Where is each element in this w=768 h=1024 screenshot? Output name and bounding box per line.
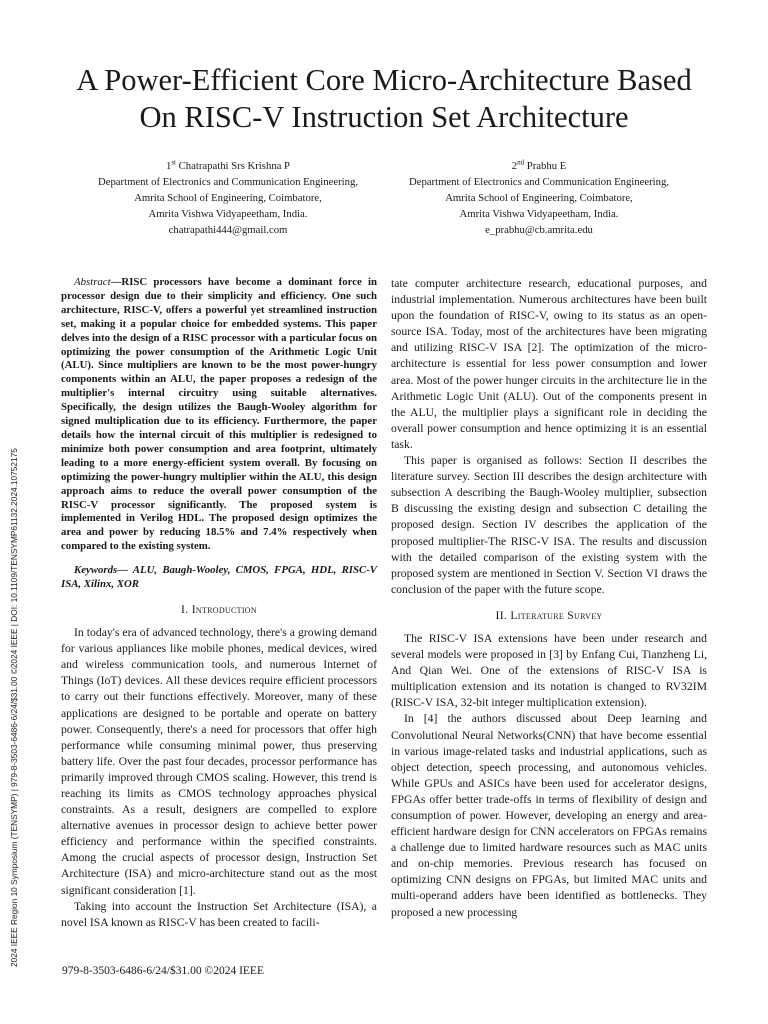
paragraph: The RISC-V ISA extensions have been under research and several models were proposed in [3] by Enfang Cui, Tianzheng Li, And Qian Wei. One of the extensions of RISC-V ISA is multiplication extension and its notation is changed to RV32IM (RISC-V ISA, 32-bit integer multiplication extension). [391, 631, 707, 710]
author-university: Amrita Vishwa Vidyapeetham, India. [459, 208, 619, 220]
author-department: Department of Electronics and Communication Engineering, [409, 176, 669, 188]
abstract-label: Abstract [74, 276, 111, 288]
paragraph: Taking into account the Instruction Set Architecture (ISA), a novel ISA known as RISC-V has been created to facili- [61, 899, 377, 929]
author-block-1 [78, 158, 378, 238]
paragraph: This paper is organised as follows: Section II describes the literature survey. Section III describes the design architecture with subsection A describing the Baugh-Wooley multiplier, subsection B discussing the existing design and subsection C detailing the proposed design. Section IV describes the application of the proposed multiplier-The RISC-V ISA. The results and discussion with the detailed comparison of the existing system with the proposed system are mentioned in Section V. Section VI draws the conclusion of the paper with the future scope. [391, 454, 707, 596]
left-column [61, 276, 377, 931]
author-school: Amrita School of Engineering, Coimbatore, [445, 192, 633, 204]
author-block-2 [389, 158, 689, 238]
author-name: 1st Chatrapathi Srs Krishna P [165, 158, 290, 172]
author-name: 2nd Prabhu E [511, 158, 567, 172]
paper-title-line-1: A Power-Efficient Core Micro-Architecture Based [76, 63, 692, 97]
doi-sidebar: 2024 IEEE Region 10 Symposium (TENSYMP) | 979-8-3503-6486-6/24/$31.00 ©2024 IEEE | DOI: 10.1109/TENSYMP61132.2024.10752175 [9, 448, 19, 967]
author-email: e_prabhu@cb.amrita.edu [485, 224, 593, 236]
paper-title [40, 62, 728, 136]
section-heading-introduction: I. Introduction [181, 602, 257, 616]
paragraph: tate computer architecture research, educational purposes, and industrial implementation. Numerous architectures have been built upon the foundation of RISC-V, owing to its status as an open-source ISA. Today, most of the architectures have been migrating and utilizing RISC-V ISA [2]. The optimization of the micro-architecture is essential for less power consumption and lower area. Most of the power hunger circuits in the architecture lie in the Arithmetic Logic Unit (ALU). Out of the components present in the ALU, the multiplier plays a significant role in deciding the overall power consumption and hence optimizing it is an essential task. [391, 277, 707, 451]
paragraph: In [4] the authors discussed about Deep learning and Convolutional Neural Networks(CNN) that have become essential in various image-related tasks and industrial applications, such as object detection, speech processing, and autonomous vehicles. While GPUs and ASICs have been used for accelerator designs, FPGAs offer better trade-offs in terms of flexibility of design and consumption of power. However, developing an energy and area-efficient hardware design for CNN accelerators on FPGAs remains a challenge due to limited hardware resources such as MAC units and on-chip memories. Previous research has focused on optimizing CNN designs on FPGAs, but limited MAC units and multi-operand adders have been identified as bottlenecks. They proposed a new processing [391, 712, 707, 919]
section-heading-literature-survey: II. Literature Survey [495, 608, 603, 622]
author-department: Department of Electronics and Communication Engineering, [98, 176, 358, 188]
author-email: chatrapathi444@gmail.com [168, 224, 288, 236]
keywords: Keywords— ALU, Baugh-Wooley, CMOS, FPGA, HDL, RISC-V ISA, Xilinx, XOR [61, 564, 377, 591]
copyright-footer: 979-8-3503-6486-6/24/$31.00 ©2024 IEEE [62, 965, 264, 977]
author-school: Amrita School of Engineering, Coimbatore, [134, 192, 322, 204]
right-column [391, 276, 707, 921]
paragraph: In today's era of advanced technology, there's a growing demand for various appliances like mobile phones, medical devices, wired and wireless communication tools, and numerous Internet of Things (IoT) devices. All these devices require efficient processors to carry out their functions effectively. Moreover, many of these applications are designed to be portable and operate on battery power. Consequently, there's a need for processors that offer high performance while consuming minimal power, thus preserving battery life. Over the past four decades, processor performance has primarily improved through CMOS scaling. However, this trend is reaching its limits as CMOS technology approaches physical constraints. As a result, designers are compelled to explore alternative avenues in processor design to achieve better power efficiency and performance within the specified constraints. Among the crucial aspects of processor design, Instruction Set Architecture (ISA) and micro-architecture stand out as the most significant consideration [1]. [61, 626, 377, 897]
abstract-text: RISC processors have become a dominant force in processor design due to their simplicity and efficiency. One such architecture, RISC-V, offers a powerful yet streamlined instruction set, making it a popular choice for embedded systems. This paper delves into the design of a RISC processor with a particular focus on optimizing the power consumption of the Arithmetic Logic Unit (ALU). Since multipliers are known to be the most power-hungry components within an ALU, the paper proposes a redesign of the multiplier's internal circuitry using suitable alternatives. Specifically, the design utilizes the Baugh-Wooley algorithm for signed multiplication due to its efficiency. Furthermore, the paper details how the internal circuit of this multiplier is redesigned to minimize both power consumption and area footprint, ultimately leading to a more energy-efficient system overall. By focusing on optimizing the power-hungry multiplier within the ALU, this design approach aims to reduce the overall power consumption of the RISC-V processor significantly. The proposed system is implemented in Verilog HDL. The proposed design optimizes the area and power by reducing 18.5% and 7.4% respectively when compared to the existing system. [61, 276, 377, 553]
abstract: Abstract—RISC processors have become a dominant force in processor design due to their simplicity and efficiency. One such architecture, RISC-V, offers a powerful yet streamlined instruction set, making it a popular choice for embedded systems. This paper delves into the design of a RISC processor with a particular focus on optimizing the power consumption of the Arithmetic Logic Unit (ALU). Since multipliers are known to be the most power-hungry components within an ALU, the paper proposes a redesign of the multiplier's internal circuitry using suitable alternatives. Specifically, the design utilizes the Baugh-Wooley algorithm for signed multiplication due to its efficiency. Furthermore, the paper details how the internal circuit of this multiplier is redesigned to minimize both power consumption and area footprint, ultimately leading to a more energy-efficient system overall. By focusing on optimizing the power-hungry multiplier within the ALU, this design approach aims to reduce the overall power consumption of the RISC-V processor significantly. The proposed system is implemented in Verilog HDL. The proposed design optimizes the area and power by reducing 18.5% and 7.4% respectively when compared to the existing system. [61, 276, 377, 553]
paper-title-line-2: On RISC-V Instruction Set Architecture [139, 100, 629, 134]
author-university: Amrita Vishwa Vidyapeetham, India. [148, 208, 308, 220]
